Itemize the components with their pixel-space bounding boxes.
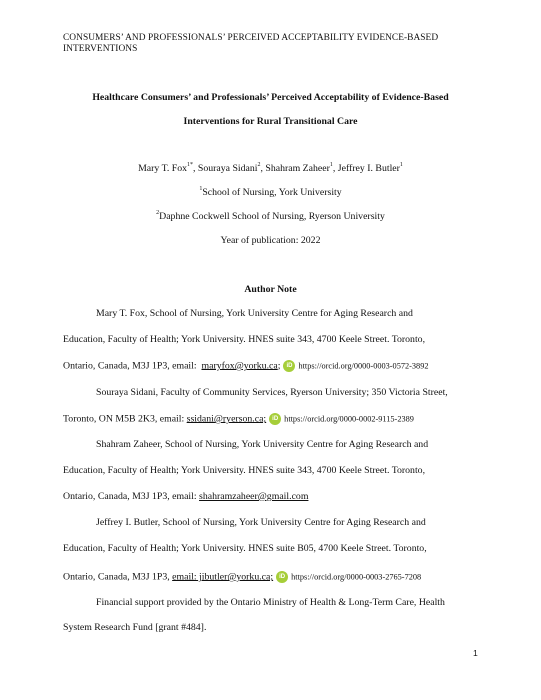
email-link[interactable]: shahramzaheer@gmail.com: [199, 491, 309, 502]
affiliation-2: [0, 211, 541, 222]
running-head-line-1: CONSUMERS’ AND PROFESSIONALS’ PERCEIVED ACCEPTABILITY EVIDENCE-BASED: [63, 33, 439, 43]
affiliation-text: School of Nursing, York University: [202, 187, 342, 198]
separator: ,: [260, 163, 266, 174]
email-link[interactable]: email: jibutler@yorku.ca;: [172, 571, 274, 583]
separator: ,: [332, 163, 338, 174]
note-text: Ontario, Canada, M3J 1P3, email:: [63, 360, 202, 372]
note-funding-line-2: System Research Fund [grant #484].: [63, 622, 207, 633]
paper-title-line-2: Interventions for Rural Transitional Care: [183, 116, 358, 127]
separator: ,: [193, 163, 198, 174]
author-affiliation-mark: 2: [257, 162, 261, 168]
author-affiliation-mark: 1: [329, 162, 333, 168]
author-name: Mary T. Fox: [138, 163, 187, 174]
affiliation-mark: 1: [199, 186, 203, 192]
author-name: Souraya Sidani: [197, 163, 258, 174]
orcid-link[interactable]: https://orcid.org/0000-0003-0572-3892: [298, 361, 429, 371]
note-sidani-line-1: Souraya Sidani, Faculty of Community Services, Ryerson University; 350 Victoria Street,: [96, 387, 448, 398]
note-fox-line-3: [63, 360, 429, 372]
note-text: ;: [277, 360, 281, 372]
note-fox-line-2: Education, Faculty of Health; York University. HNES suite 343, 4700 Keele Street. Toronto,: [63, 334, 426, 345]
affiliation-mark: 2: [156, 210, 160, 216]
orcid-icon: iD: [276, 571, 288, 583]
note-butler-line-3: [63, 571, 421, 583]
note-sidani-line-2: [63, 413, 414, 425]
affiliation-text: Daphne Cockwell School of Nursing, Ryerson University: [159, 211, 385, 222]
running-head-line-2: INTERVENTIONS: [63, 44, 138, 54]
page-number: 1: [473, 648, 478, 658]
note-funding-line-1: Financial support provided by the Ontario Ministry of Health & Long-Term Care, Health: [96, 597, 445, 608]
note-fox-line-1: Mary T. Fox, School of Nursing, York University Centre for Aging Research and: [96, 308, 413, 319]
author-name: Shahram Zaheer: [265, 163, 330, 174]
orcid-link[interactable]: https://orcid.org/0000-0003-2765-7208: [291, 572, 422, 582]
author-name: Jeffrey I. Butler: [337, 163, 400, 174]
author-affiliation-mark: 1: [399, 162, 403, 168]
orcid-link[interactable]: https://orcid.org/0000-0002-9115-2389: [284, 414, 414, 424]
author-note-heading: Author Note: [244, 284, 297, 295]
note-zaheer-line-1: Shahram Zaheer, School of Nursing, York University Centre for Aging Research and: [96, 439, 429, 450]
email-link[interactable]: ssidani@ryerson.ca;: [186, 413, 267, 425]
email-link[interactable]: maryfox@yorku.ca: [201, 360, 278, 372]
note-text: Ontario, Canada, M3J 1P3, email:: [63, 491, 200, 502]
publication-year: Year of publication: 2022: [220, 235, 321, 246]
note-text: Toronto, ON M5B 2K3, email:: [63, 413, 187, 425]
orcid-icon: iD: [283, 360, 295, 372]
affiliation-1: [0, 187, 541, 198]
note-text: Ontario, Canada, M3J 1P3,: [63, 571, 173, 583]
author-list: [0, 163, 541, 174]
note-zaheer-line-2: Education, Faculty of Health; York University. HNES suite 343, 4700 Keele Street. Toronto,: [63, 465, 426, 476]
paper-title-line-1: Healthcare Consumers’ and Professionals’ Perceived Acceptability of Evidence-Based: [92, 92, 449, 103]
note-butler-line-1: Jeffrey I. Butler, School of Nursing, York University Centre for Aging Research and: [96, 517, 426, 528]
note-butler-line-2: Education, Faculty of Health; York University. HNES suite B05, 4700 Keele Street. Toronto,: [63, 543, 427, 554]
author-affiliation-mark: 1*: [187, 162, 193, 168]
orcid-icon: iD: [269, 413, 281, 425]
note-zaheer-line-3: [63, 491, 308, 502]
